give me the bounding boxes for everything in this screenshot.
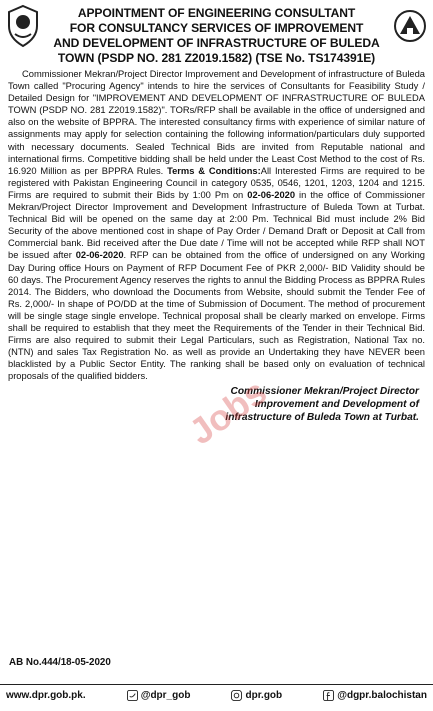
body-paragraph [8,68,425,382]
facebook-handle[interactable]: @dgpr.balochistan [337,690,427,701]
watermark: Jobs [181,370,274,453]
project-logo-icon [393,6,427,46]
advertisement-title [8,0,425,66]
twitter-icon [127,690,138,701]
title-line-2: FOR CONSULTANCY SERVICES OF IMPROVEMENT [69,21,364,35]
signature-block [8,385,425,424]
title-line-3: AND DEVELOPMENT OF INFRASTRUCTURE OF BULEDA [53,36,380,50]
footer-website[interactable] [6,690,86,701]
facebook-icon [323,690,334,701]
footer-instagram[interactable] [231,690,282,701]
footer-twitter[interactable] [127,690,191,701]
body-bid-details: in the office of Commissioner Mekran/Project Director Improvement and Development Infrastructure of Buleda Town at Turbat. Technical Bid will be opened on the same day at 2:00 Pm. Technical Bid must include 2% Bid Security of the above mentioned cost in shape of Pay Order / Demand Draft or Deposit at Call from Commercial bank. Bid received after the Due date / Time will not be accepted while RFP shall NOT be issued after [8,189,425,261]
advertisement-body [8,68,425,453]
ad-number: AB No.444/18-05-2020 [9,657,111,668]
instagram-icon [231,690,242,701]
signature-line-1: Commissioner Mekran/Project Director [230,386,419,398]
footer-bar [0,684,433,706]
body-intro: Commissioner Mekran/Project Director Improvement and Development of infrastructure of Buleda Town called "Procuring Agency" intends to hire the services of Consultants for Feasibility Study / Detailed Design for "IMPROVEMENT AND DEVELOPMENT OF INFRASTRUCTURE OF BULEDA TOWN (PSDP NO. 281 Z2019.1582)". TORs/RFP shall be available in the office of undersigned and also on the website of BPPRA. The interested consultancy firms with experience of similar nature of assignments may apply for selection containing the following information/particulars duly supported with necessary documents. Sealed Technical Bids are invited from Reputable national and international firms. Competitive bidding shall be held under the Least Cost Method to the cost of Rs. 16.920 Million as per BPPRA Rules. [8,69,425,176]
body-terms: All Interested Firms are required to be registered with Pakistan Engineering Council in category 0535, 0546, 1201, 1203, 1204 and 1215. Firms are required to submit their Bids by 1:00 Pm on [8,165,425,200]
terms-label: Terms & Conditions: [167,165,261,176]
twitter-handle[interactable]: @dpr_gob [140,690,191,701]
signature-line-3: infrastructure of Buleda Town at Turbat. [225,412,419,424]
bid-date: 02-06-2020 [247,189,296,200]
signature-line-2: Improvement and Development of [254,399,419,411]
footer-facebook[interactable] [323,690,427,701]
instagram-handle[interactable]: dpr.gob [245,690,283,701]
title-line-1: APPOINTMENT OF ENGINEERING CONSULTANT [77,6,356,20]
body-rest: . RFP can be obtained from the office of undersigned on any Working Day During office Hours on Payment of RFP Document Fee of PKR 2,000/- BID Validity should be 60 days. The Procurement Agency reserves the rights to annul the Bidding Process as BPPRA Rules 2014. The Bidders, who download the Documents from Website, should submit the Tender Fee of Rs. 2,000/- In shape of PO/DD at the time of Submission of Document. The method of procurement will be single stage single envelope. Technical proposal shall be clearly marked on envelope. Firms shall be required to establish that they meet the Requirements of the Tender in their Technical Bid. Firms are also required to submit their Legal Particulars, such as Registration, National Tax no. (NTN) and sales Tax Registration No. as well as provide an Undertaking they have NEVER been blacklisted by a Public Sector Entity. The ranking shall be based only on evaluation of technical proposals of the qualified bidders. [8,250,425,382]
rfp-deadline-date: 02-06-2020 [75,250,124,261]
website-text[interactable]: www.dpr.gob.pk. [6,690,86,701]
title-line-4: TOWN (PSDP NO. 281 Z2019.1582) (TSE No. TS174391E) [57,51,376,65]
government-emblem-icon [6,4,40,48]
